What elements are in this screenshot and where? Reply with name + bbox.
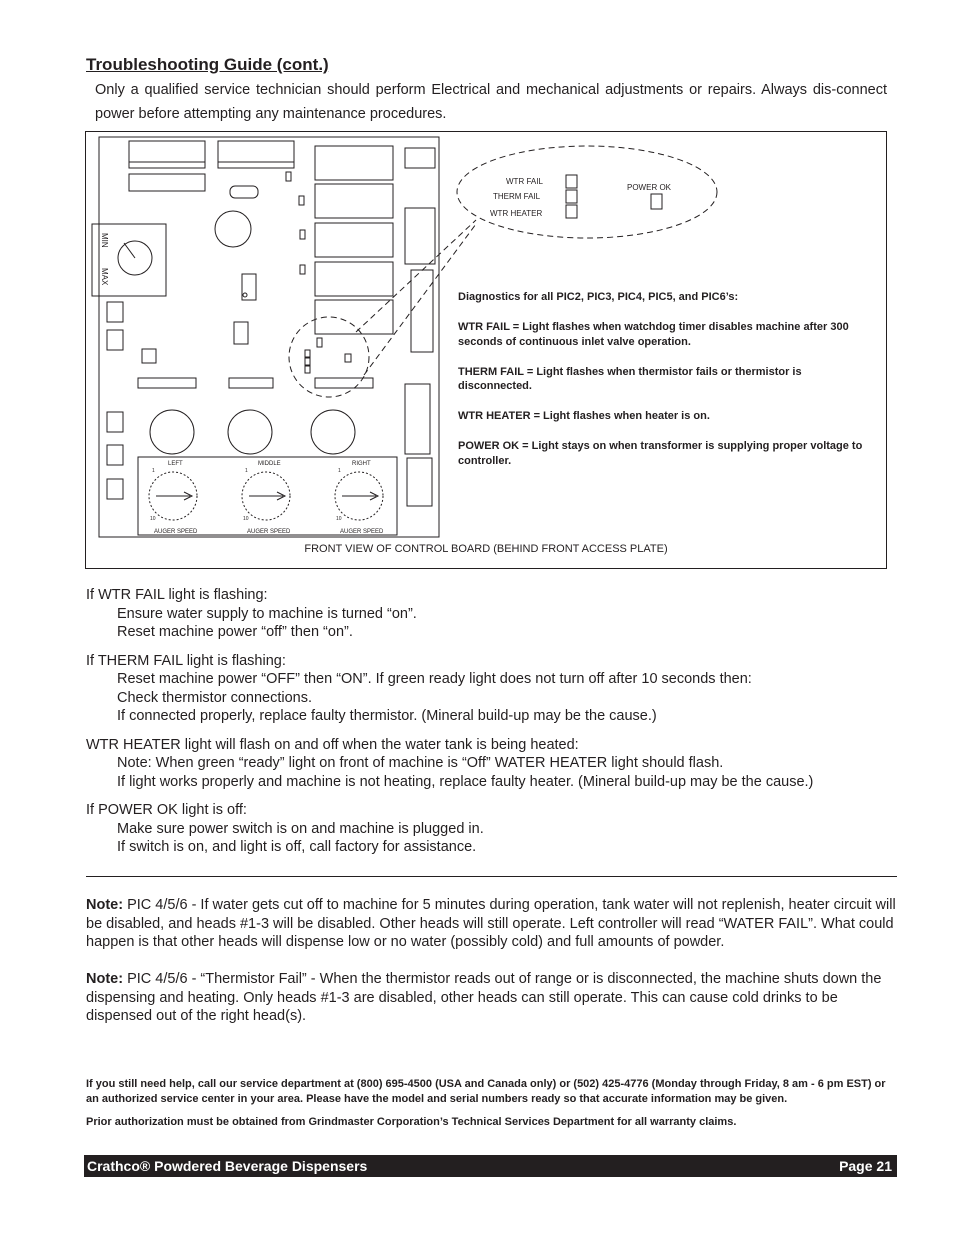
power-ok-label: POWER OK bbox=[627, 183, 672, 192]
side-connector bbox=[107, 330, 123, 350]
connector bbox=[129, 141, 205, 168]
side-connector bbox=[107, 479, 123, 499]
left-label: LEFT bbox=[168, 461, 183, 467]
step-line: Reset machine power “off” then “on”. bbox=[117, 624, 353, 640]
socket bbox=[150, 410, 194, 454]
step-line: Reset machine power “OFF” then “ON”. If green ready light does not turn off after 10 seconds then: bbox=[117, 671, 752, 687]
step-line: Ensure water supply to machine is turned “on”. bbox=[117, 605, 417, 622]
intro-paragraph: Only a qualified service technician should perform Electrical and mechanical adjustments or repairs. Always dis-connect power before attempting any maintenance procedures. bbox=[95, 82, 887, 122]
relay bbox=[315, 262, 393, 296]
help-text bbox=[86, 1077, 886, 1139]
step-line: Check thermistor connections. bbox=[117, 689, 313, 706]
relay bbox=[315, 146, 393, 180]
step-lead: If POWER OK light is off: bbox=[86, 802, 247, 818]
divider bbox=[86, 876, 897, 877]
side-connector bbox=[107, 302, 123, 322]
footer-page-number: Page 21 bbox=[839, 1158, 892, 1174]
led-wtr-heater bbox=[566, 205, 577, 218]
diagnostics-legend bbox=[458, 290, 866, 484]
step-line: Make sure power switch is on and machine is plugged in. bbox=[117, 820, 484, 837]
footer-product: Crathco® Powdered Beverage Dispensers bbox=[87, 1158, 368, 1174]
max-label: MAX bbox=[100, 268, 109, 286]
dial-tick-label: 1 bbox=[245, 468, 248, 474]
auger-speed-label: AUGER SPEED bbox=[340, 529, 384, 535]
note-paragraph bbox=[86, 970, 898, 1026]
therm-fail-label: THERM FAIL bbox=[493, 192, 541, 201]
diagnostics-heading: Diagnostics for all PIC2, PIC3, PIC4, PIC5, and PIC6’s: bbox=[458, 291, 739, 303]
side-connector bbox=[107, 412, 123, 432]
led-power-ok bbox=[651, 194, 662, 209]
note-label: Note: bbox=[86, 971, 124, 987]
led-therm-fail bbox=[566, 190, 577, 203]
note-paragraph bbox=[86, 896, 898, 952]
connector bbox=[218, 141, 294, 168]
middle-label: MIDDLE bbox=[258, 461, 281, 467]
step-lead: If THERM FAIL light is flashing: bbox=[86, 652, 286, 669]
step-therm-fail bbox=[86, 652, 896, 726]
step-wtr-fail bbox=[86, 586, 896, 642]
right-label: RIGHT bbox=[352, 461, 371, 467]
relay bbox=[315, 223, 393, 257]
step-line: If switch is on, and light is off, call factory for assistance. bbox=[117, 839, 477, 855]
control-board-figure bbox=[85, 131, 887, 569]
note-text: PIC 4/5/6 - If water gets cut off to machine for 5 minutes during operation, tank water will not replenish, heater circuit will be disabled, and heads #1-3 will be disabled. Other heads will still operate. Left controller will read “WATER FAIL”. What could happen is that other heads will dispense low or no water (possibly cold) and full amounts of powder. bbox=[86, 897, 896, 950]
dial-tick-label: 10 bbox=[243, 516, 249, 522]
page-footer bbox=[84, 1155, 897, 1177]
chip bbox=[230, 186, 258, 198]
note-text: PIC 4/5/6 - “Thermistor Fail” - When the thermistor reads out of range or is disconnected, the machine shuts down the dispensing and heating. Only heads #1-3 are disabled, other heads can still operate. This can cause cold drinks to be dispensed out of the right head(s). bbox=[86, 971, 882, 1024]
side-connector bbox=[107, 445, 123, 465]
dial-tick-label: 1 bbox=[338, 468, 341, 474]
note-label: Note: bbox=[86, 897, 124, 913]
page-title: Troubleshooting Guide (cont.) bbox=[86, 55, 329, 74]
socket bbox=[311, 410, 355, 454]
diagnostics-item: POWER OK = Light stays on when transformer is supplying proper voltage to controller. bbox=[458, 440, 863, 467]
step-line: If connected properly, replace faulty thermistor. (Mineral build-up may be the cause.) bbox=[117, 708, 657, 724]
callout-zoom bbox=[289, 317, 369, 397]
step-line: Note: When green “ready” light on front of machine is “Off” WATER HEATER light should flash. bbox=[117, 755, 724, 771]
diagnostics-item: WTR HEATER = Light flashes when heater is on. bbox=[458, 410, 710, 422]
troubleshooting-steps bbox=[86, 586, 896, 867]
relay bbox=[315, 184, 393, 218]
socket bbox=[228, 410, 272, 454]
capacitor bbox=[215, 211, 251, 247]
step-lead: If WTR FAIL light is flashing: bbox=[86, 587, 268, 603]
connector bbox=[129, 174, 205, 191]
notes bbox=[86, 896, 898, 1044]
step-wtr-heater bbox=[86, 736, 896, 792]
help-paragraph: If you still need help, call our service department at (800) 695-4500 (USA and Canada only) or (502) 425-4776 (Monday through Friday, 8 am - 6 pm EST) or an authorized service center in your area. Please have the model and serial numbers ready so that accurate information may be given. bbox=[86, 1078, 886, 1105]
led-wtr-fail bbox=[566, 175, 577, 188]
help-paragraph: Prior authorization must be obtained from Grindmaster Corporation’s Technical Services Department for all warranty claims. bbox=[86, 1116, 737, 1128]
board-outline bbox=[99, 137, 439, 537]
dial-tick-label: 10 bbox=[336, 516, 342, 522]
auger-speed-label: AUGER SPEED bbox=[154, 529, 198, 535]
wtr-heater-label: WTR HEATER bbox=[490, 209, 543, 218]
step-power-ok bbox=[86, 801, 896, 857]
diagnostics-item: THERM FAIL = Light flashes when thermistor fails or thermistor is disconnected. bbox=[458, 365, 802, 392]
figure-caption: FRONT VIEW OF CONTROL BOARD (BEHIND FRONT ACCESS PLATE) bbox=[304, 543, 668, 555]
step-line: If light works properly and machine is not heating, replace faulty heater. (Mineral build-up may be the cause.) bbox=[117, 773, 814, 790]
wtr-fail-label: WTR FAIL bbox=[506, 177, 543, 186]
step-lead: WTR HEATER light will flash on and off when the water tank is being heated: bbox=[86, 736, 579, 753]
auger-speed-label: AUGER SPEED bbox=[247, 529, 291, 535]
min-label: MIN bbox=[100, 233, 109, 248]
diagnostics-item: WTR FAIL = Light flashes when watchdog timer disables machine after 300 seconds of continuous inlet valve operation. bbox=[458, 321, 849, 348]
dial-tick-label: 1 bbox=[152, 468, 155, 474]
dial-tick-label: 10 bbox=[150, 516, 156, 522]
